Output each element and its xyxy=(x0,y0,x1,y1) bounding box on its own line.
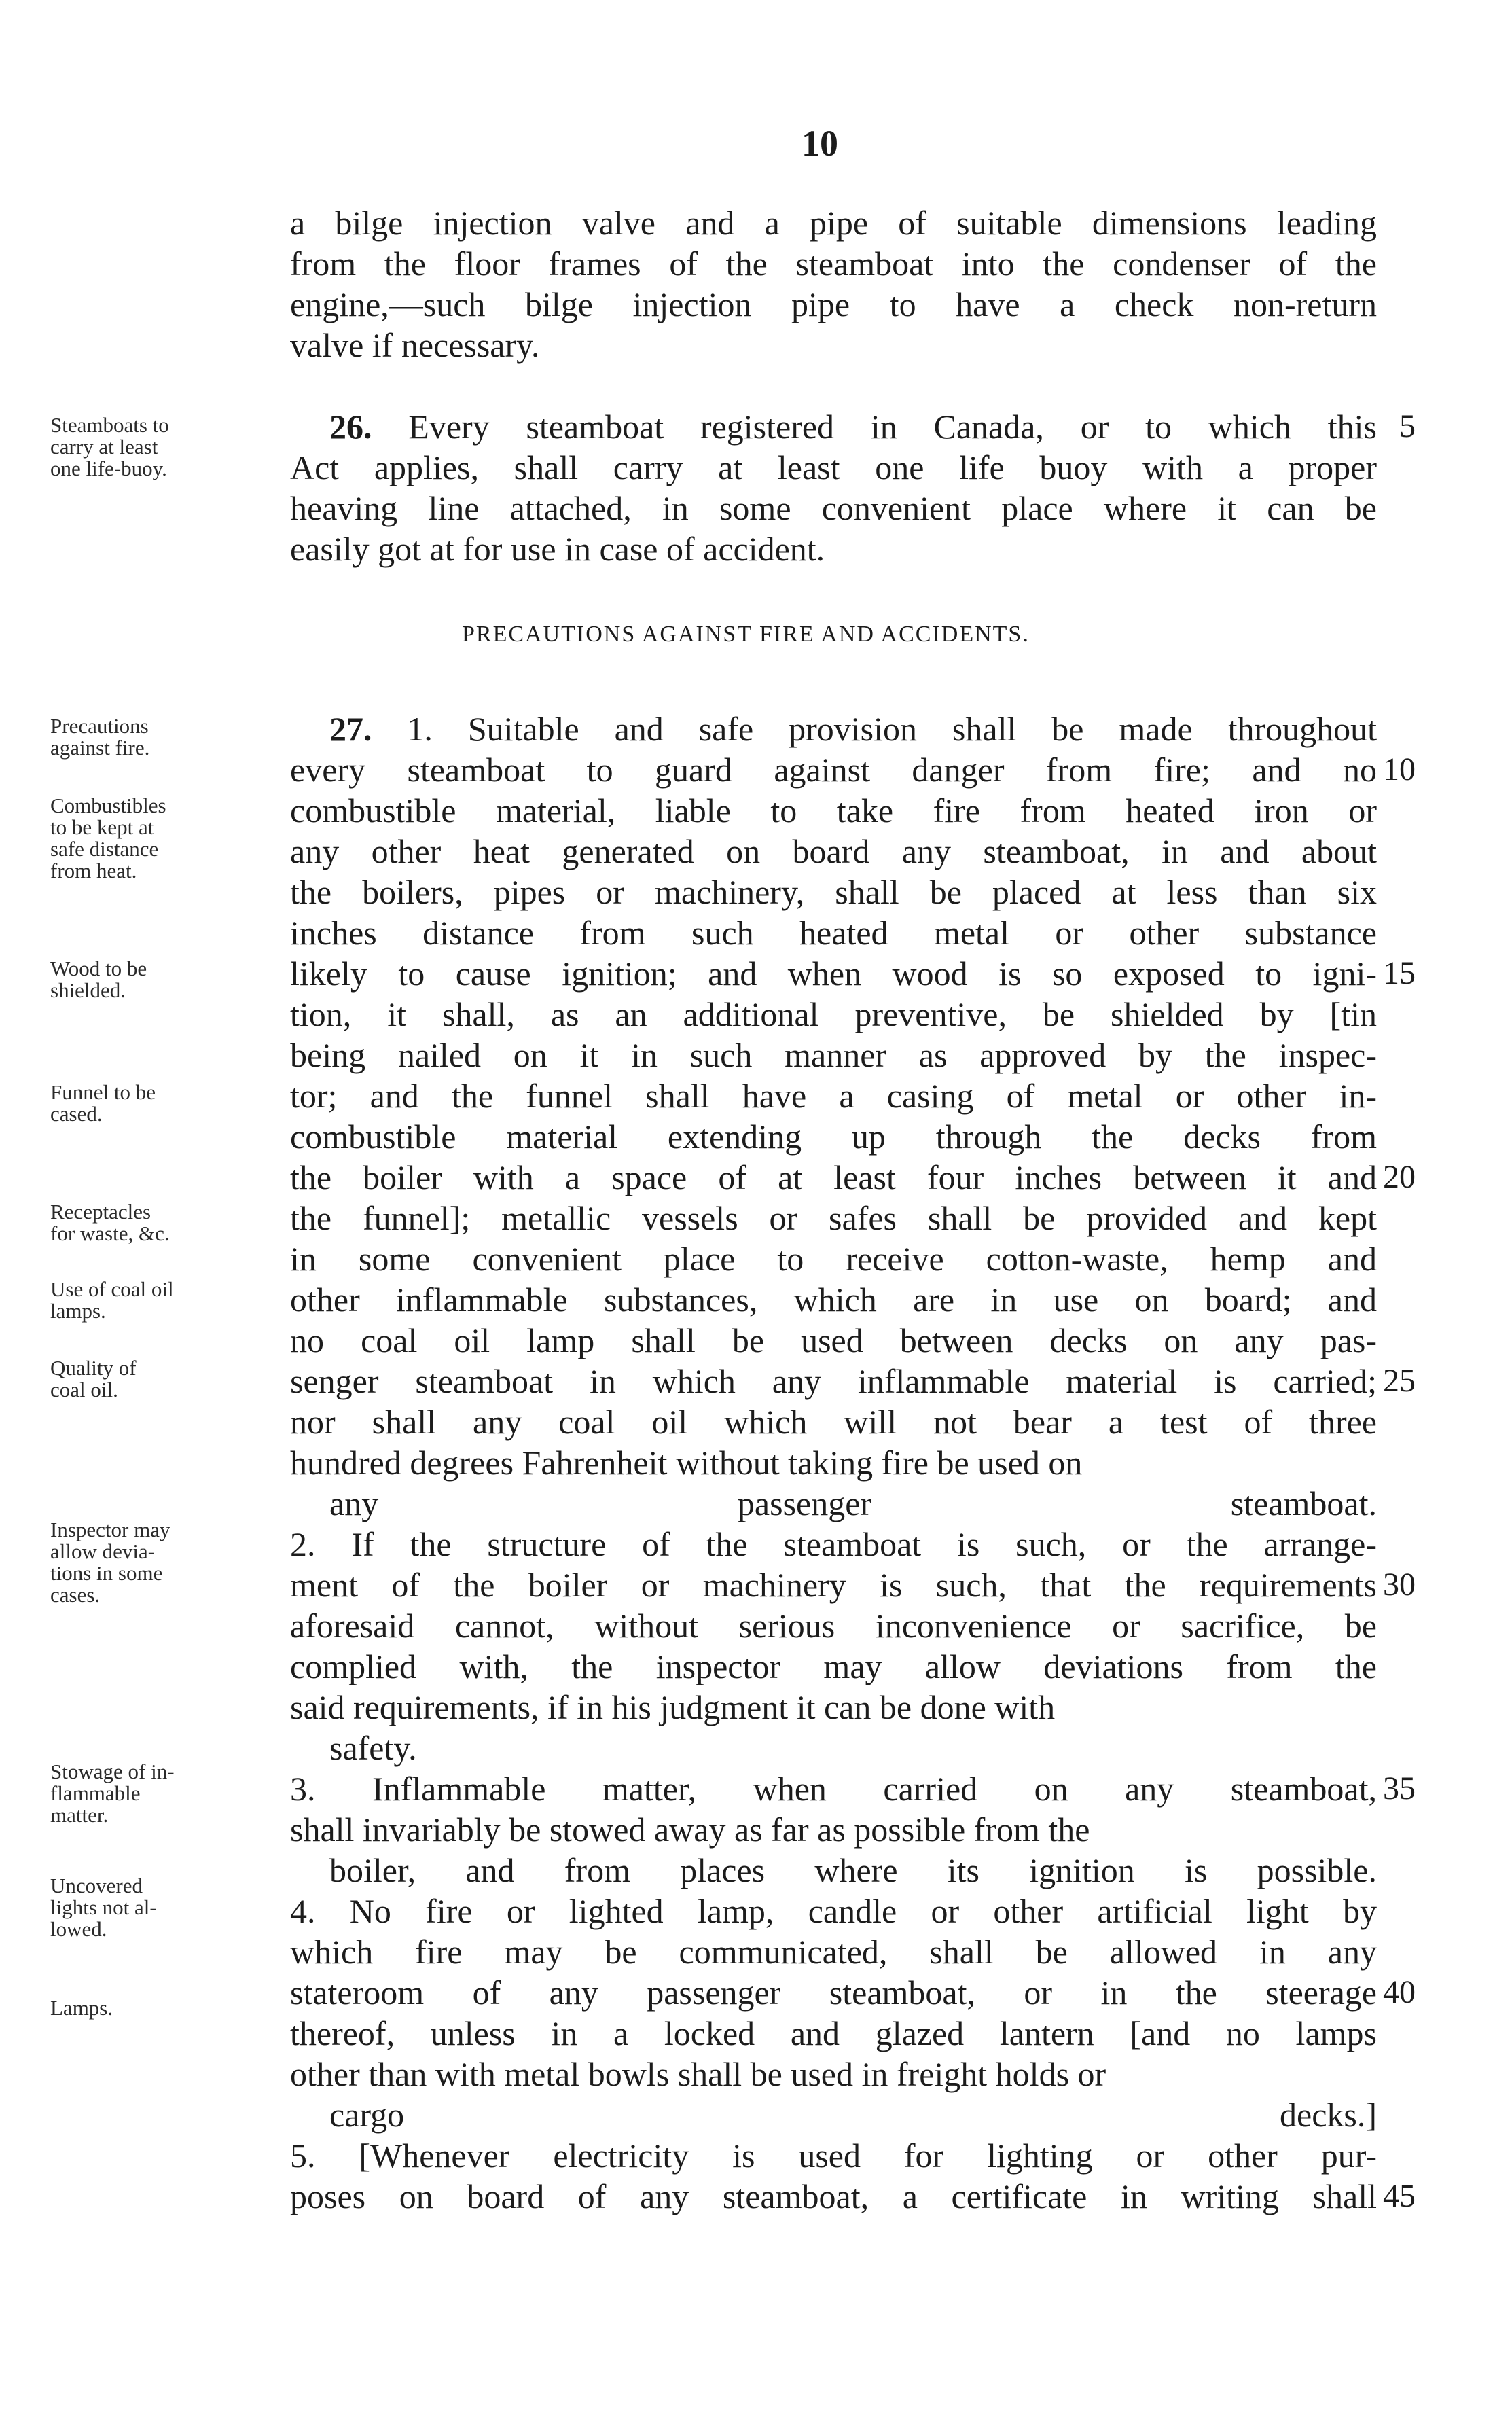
text-line: from the floor frames of the steamboat into the condenser of the xyxy=(290,245,1377,283)
margin-note-stowage: Stowage of in- flammable matter. xyxy=(50,1760,175,1827)
text-line: inches distance from such heated metal or other substance xyxy=(290,914,1377,952)
text-line: combustible material extending up through the decks from xyxy=(290,1118,1377,1156)
section-number: 27. xyxy=(329,710,372,748)
section-heading: PRECAUTIONS AGAINST FIRE AND ACCIDENTS. xyxy=(462,622,1030,647)
text-line: 4. No fire or lighted lamp, candle or other artificial light by xyxy=(290,1892,1377,1930)
text-line: poses on board of any steamboat, a certificate in writing shall xyxy=(290,2177,1377,2215)
text-line: any other heat generated on board any steamboat, in and about xyxy=(290,832,1377,870)
margin-note-coal-oil-lamps: Use of coal oil lamps. xyxy=(50,1277,174,1323)
line-number: 5 xyxy=(1399,408,1416,444)
section-number: 26. xyxy=(329,408,372,446)
text-line: ment of the boiler or machinery is such, that the requirements xyxy=(290,1566,1377,1604)
section-26 xyxy=(290,406,1377,569)
text-line: boiler, and from places where its ignition is possible. xyxy=(329,1851,1377,1889)
text-line: every steamboat to guard against danger from fire; and no xyxy=(290,751,1377,789)
line-number: 15 xyxy=(1383,955,1416,991)
text-line: thereof, unless in a locked and glazed lantern [and no lamps xyxy=(290,2014,1377,2052)
line-number: 10 xyxy=(1383,751,1416,787)
text-line: other inflammable substances, which are in use on board; and xyxy=(290,1281,1377,1319)
line-number: 30 xyxy=(1383,1567,1416,1603)
text-line: tor; and the funnel shall have a casing of metal or other in- xyxy=(290,1077,1377,1115)
section-27 xyxy=(290,709,1377,2217)
text-line: other than with metal bowls shall be used in freight holds or xyxy=(290,2055,1106,2093)
paragraph-continuation xyxy=(290,202,1377,365)
text-line: a bilge injection valve and a pipe of suitable dimensions leading xyxy=(290,204,1377,242)
text-line: the boilers, pipes or machinery, shall be placed at less than six xyxy=(290,873,1377,911)
margin-note-receptacles: Receptacles for waste, &c. xyxy=(50,1200,170,1245)
text-line: Act applies, shall carry at least one life buoy with a proper xyxy=(290,448,1377,486)
text-line: 26. Every steamboat registered in Canada, or to which this xyxy=(329,408,1377,446)
margin-note-life-buoy: Steamboats to carry at least one life-buoy. xyxy=(50,413,169,480)
margin-note-lamps: Lamps. xyxy=(50,1996,113,2020)
text-line: shall invariably be stowed away as far as possible from the xyxy=(290,1810,1090,1849)
text-line: the boiler with a space of at least four inches between it and xyxy=(290,1158,1377,1196)
text-line: stateroom of any passenger steamboat, or in the steerage xyxy=(290,1974,1377,2012)
text-line: complied with, the inspector may allow deviations from the xyxy=(290,1647,1377,1685)
text-line: combustible material, liable to take fire from heated iron or xyxy=(290,791,1377,829)
text-line: senger steamboat in which any inflammable material is carried; xyxy=(290,1362,1377,1400)
text-line: nor shall any coal oil which will not bear a test of three xyxy=(290,1403,1377,1441)
margin-note-uncovered-lights: Uncovered lights not al- lowed. xyxy=(50,1874,157,1941)
text-line: valve if necessary. xyxy=(290,326,540,364)
line-number: 35 xyxy=(1383,1770,1416,1806)
text-line: likely to cause ignition; and when wood is so exposed to igni- xyxy=(290,954,1377,993)
text-line: any passenger steamboat. xyxy=(329,1484,1377,1522)
page-number: 10 xyxy=(802,123,838,164)
text-line: in some convenient place to receive cotton-waste, hemp and xyxy=(290,1240,1377,1278)
line-number: 20 xyxy=(1383,1159,1416,1195)
text-line: heaving line attached, in some convenient place where it can be xyxy=(290,489,1377,527)
text-line: 2. If the structure of the steamboat is such, or the arrange- xyxy=(290,1525,1377,1563)
margin-note-precautions: Precautions against fire. xyxy=(50,714,150,760)
text-line: easily got at for use in case of accident. xyxy=(290,530,825,568)
text-line: being nailed on it in such manner as approved by the inspec- xyxy=(290,1036,1377,1074)
text-line: 5. [Whenever electricity is used for lighting or other pur- xyxy=(290,2137,1377,2175)
text-line: 27. 1. Suitable and safe provision shall be made throughout xyxy=(329,710,1377,748)
text-line: tion, it shall, as an additional preventive, be shielded by [tin xyxy=(290,995,1377,1033)
text-line: cargo decks.] xyxy=(329,2096,1377,2134)
text-line: engine,—such bilge injection pipe to have a check non-return xyxy=(290,285,1377,323)
line-number: 25 xyxy=(1383,1363,1416,1399)
margin-note-funnel: Funnel to be cased. xyxy=(50,1080,156,1126)
text-line: 3. Inflammable matter, when carried on any steamboat, xyxy=(290,1770,1377,1808)
margin-note-coal-oil-quality: Quality of coal oil. xyxy=(50,1356,137,1402)
line-number: 40 xyxy=(1383,1974,1416,2010)
line-number: 45 xyxy=(1383,2178,1416,2214)
text-line: aforesaid cannot, without serious inconvenience or sacrifice, be xyxy=(290,1607,1377,1645)
margin-note-wood: Wood to be shielded. xyxy=(50,957,147,1002)
text-line: the funnel]; metallic vessels or safes shall be provided and kept xyxy=(290,1199,1377,1237)
text-line: safety. xyxy=(329,1729,417,1767)
text-line: which fire may be communicated, shall be allowed in any xyxy=(290,1933,1377,1971)
margin-note-combustibles: Combustibles to be kept at safe distance from heat. xyxy=(50,793,166,882)
text-line: no coal oil lamp shall be used between decks on any pas- xyxy=(290,1321,1377,1359)
margin-note-inspector: Inspector may allow devia- tions in some cases. xyxy=(50,1518,170,1607)
text-line: hundred degrees Fahrenheit without taking fire be used on xyxy=(290,1444,1083,1482)
text-line: said requirements, if in his judgment it can be done with xyxy=(290,1688,1056,1726)
